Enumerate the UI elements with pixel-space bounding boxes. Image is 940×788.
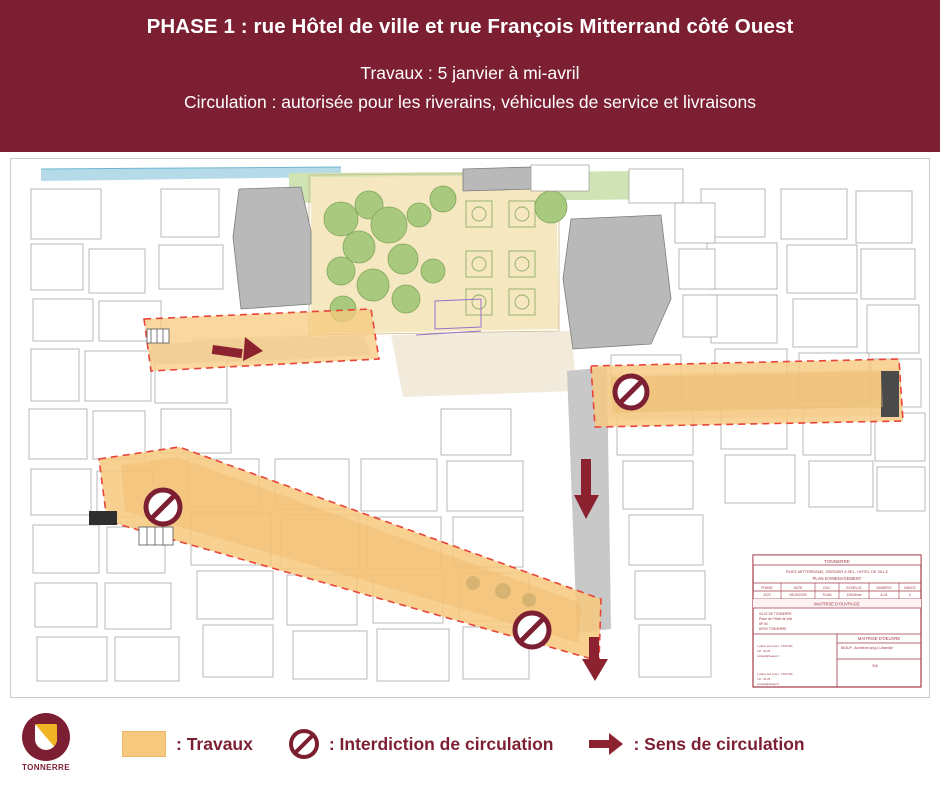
svg-text:1 place des Lices - TROYES: 1 place des Lices - TROYES	[757, 672, 793, 676]
page-title: PHASE 1 : rue Hôtel de ville et rue François Mitterrand côté Ouest	[146, 15, 794, 38]
svg-text:2022: 2022	[763, 593, 771, 597]
svg-text:1 place des Lices - TROYES: 1 place des Lices - TROYES	[757, 644, 793, 648]
no-entry-icon	[289, 729, 319, 759]
legend-label-travaux: : Travaux	[176, 733, 253, 754]
legend-item-sens	[589, 733, 804, 755]
svg-text:TONNERRE: TONNERRE	[824, 559, 850, 564]
svg-text:89700 TONNERRE: 89700 TONNERRE	[759, 627, 787, 631]
no-entry-icon-bottom	[515, 613, 549, 647]
header-circulation: Circulation : autorisée pour les riverains, véhicules de service et livraisons	[184, 91, 756, 112]
tonnerre-logo	[18, 713, 74, 775]
no-entry-icon-left	[146, 490, 180, 524]
title-block	[753, 555, 921, 687]
svg-text:Tél : 03 25 ...: Tél : 03 25 ...	[757, 677, 774, 681]
svg-text:PLAN D'AMENAGEMENT: PLAN D'AMENAGEMENT	[812, 576, 862, 581]
svg-text:contact@beaup.fr: contact@beaup.fr	[757, 682, 780, 686]
svg-text:NUMERO: NUMERO	[876, 586, 892, 590]
legend-bar	[0, 700, 940, 788]
map-container[interactable]	[10, 158, 930, 698]
map-canvas	[11, 159, 929, 697]
header-banner	[0, 0, 940, 152]
svg-text:Tél : 03 25 ...: Tél : 03 25 ...	[757, 649, 774, 653]
legend-item-interdiction	[289, 729, 554, 759]
svg-text:06/10/2025: 06/10/2025	[789, 593, 807, 597]
svg-text:DATE: DATE	[793, 586, 803, 590]
svg-text:PLAN: PLAN	[822, 593, 832, 597]
logo-label: TONNERRE	[22, 763, 70, 772]
svg-text:contact@beaup.fr: contact@beaup.fr	[757, 654, 780, 658]
svg-text:MAITRISE D'OUVRAGE: MAITRISE D'OUVRAGE	[814, 601, 860, 607]
arrow-shaft	[589, 740, 611, 748]
svg-text:BP 84: BP 84	[759, 622, 768, 626]
svg-text:RUES MITTERRAND, GRENIER A SEL: RUES MITTERRAND, GRENIER A SEL, HOTEL DE VILLE	[785, 569, 889, 574]
svg-text:Place de l'Hôtel de Ville: Place de l'Hôtel de Ville	[759, 617, 793, 621]
arrow-icon	[589, 733, 623, 755]
legend-label-interdiction: : Interdiction de circulation	[328, 733, 554, 754]
svg-text:MAITRISE D'OEUVRE: MAITRISE D'OEUVRE	[857, 636, 901, 641]
header-schedule: Travaux : 5 janvier à mi-avril	[360, 62, 580, 83]
svg-text:DOC: DOC	[823, 586, 831, 590]
svg-text:PHASE: PHASE	[761, 586, 773, 590]
svg-text:1/500ème: 1/500ème	[846, 593, 862, 597]
svg-text:BEAUP - Architecte dplg & Urba: BEAUP - Architecte dplg & Urbaniste	[841, 646, 894, 650]
svg-text:ECHELLE: ECHELLE	[846, 586, 862, 590]
logo-shield-icon	[35, 724, 57, 750]
svg-text:VILLE DE TONNERRE: VILLE DE TONNERRE	[759, 612, 792, 616]
svg-text:0: 0	[909, 593, 911, 597]
svg-text:A-01: A-01	[880, 593, 888, 597]
map-drawing	[11, 159, 929, 697]
svg-text:INDICE: INDICE	[904, 586, 916, 590]
svg-text:SIA: SIA	[872, 664, 878, 668]
arrow-head	[609, 733, 623, 755]
travaux-swatch-icon	[122, 731, 166, 757]
legend-item-travaux	[122, 731, 253, 757]
no-entry-icon-right	[615, 376, 647, 408]
legend-label-sens: : Sens de circulation	[633, 733, 805, 754]
